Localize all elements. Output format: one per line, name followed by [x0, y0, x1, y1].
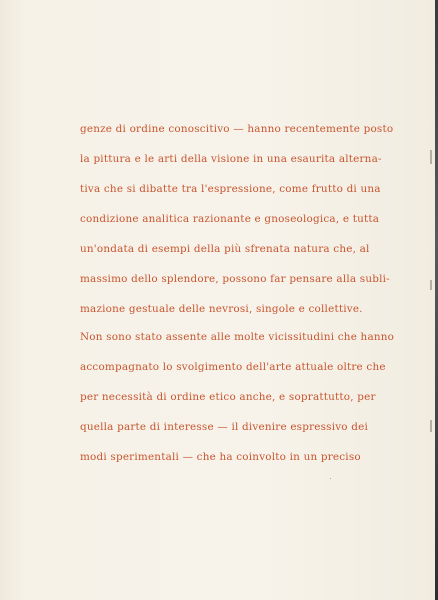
text-line: modi sperimentali — che ha coinvolto in un preciso	[80, 451, 361, 463]
page-edge-mark	[430, 280, 432, 290]
text-line: accompagnato lo svolgimento dell'arte attuale oltre che	[80, 361, 386, 373]
text-line: un'ondata di esempi della più sfrenata natura che, al	[80, 243, 370, 255]
text-line: tiva che si dibatte tra l'espressione, come frutto di una	[80, 183, 381, 195]
text-line: massimo dello splendore, possono far pensare alla subli-	[80, 273, 390, 285]
text-line: quella parte di interesse — il divenire espressivo dei	[80, 421, 369, 433]
text-line: per necessità di ordine etico anche, e soprattutto, per	[80, 391, 376, 403]
page-edge-mark	[430, 150, 432, 164]
text-line: condizione analitica razionante e gnoseologica, e tutta	[80, 213, 380, 225]
page-edge-mark	[430, 420, 432, 432]
text-line: mazione gestuale delle nevrosi, singole e collettive.	[80, 303, 363, 315]
text-line: la pittura e le arti della visione in una esaurita alterna-	[80, 153, 382, 165]
paper-speck	[330, 478, 331, 479]
text-line: Non sono stato assente alle molte vicissitudini che hanno	[80, 331, 395, 343]
text-line: genze di ordine conoscitivo — hanno recentemente posto	[80, 123, 394, 135]
